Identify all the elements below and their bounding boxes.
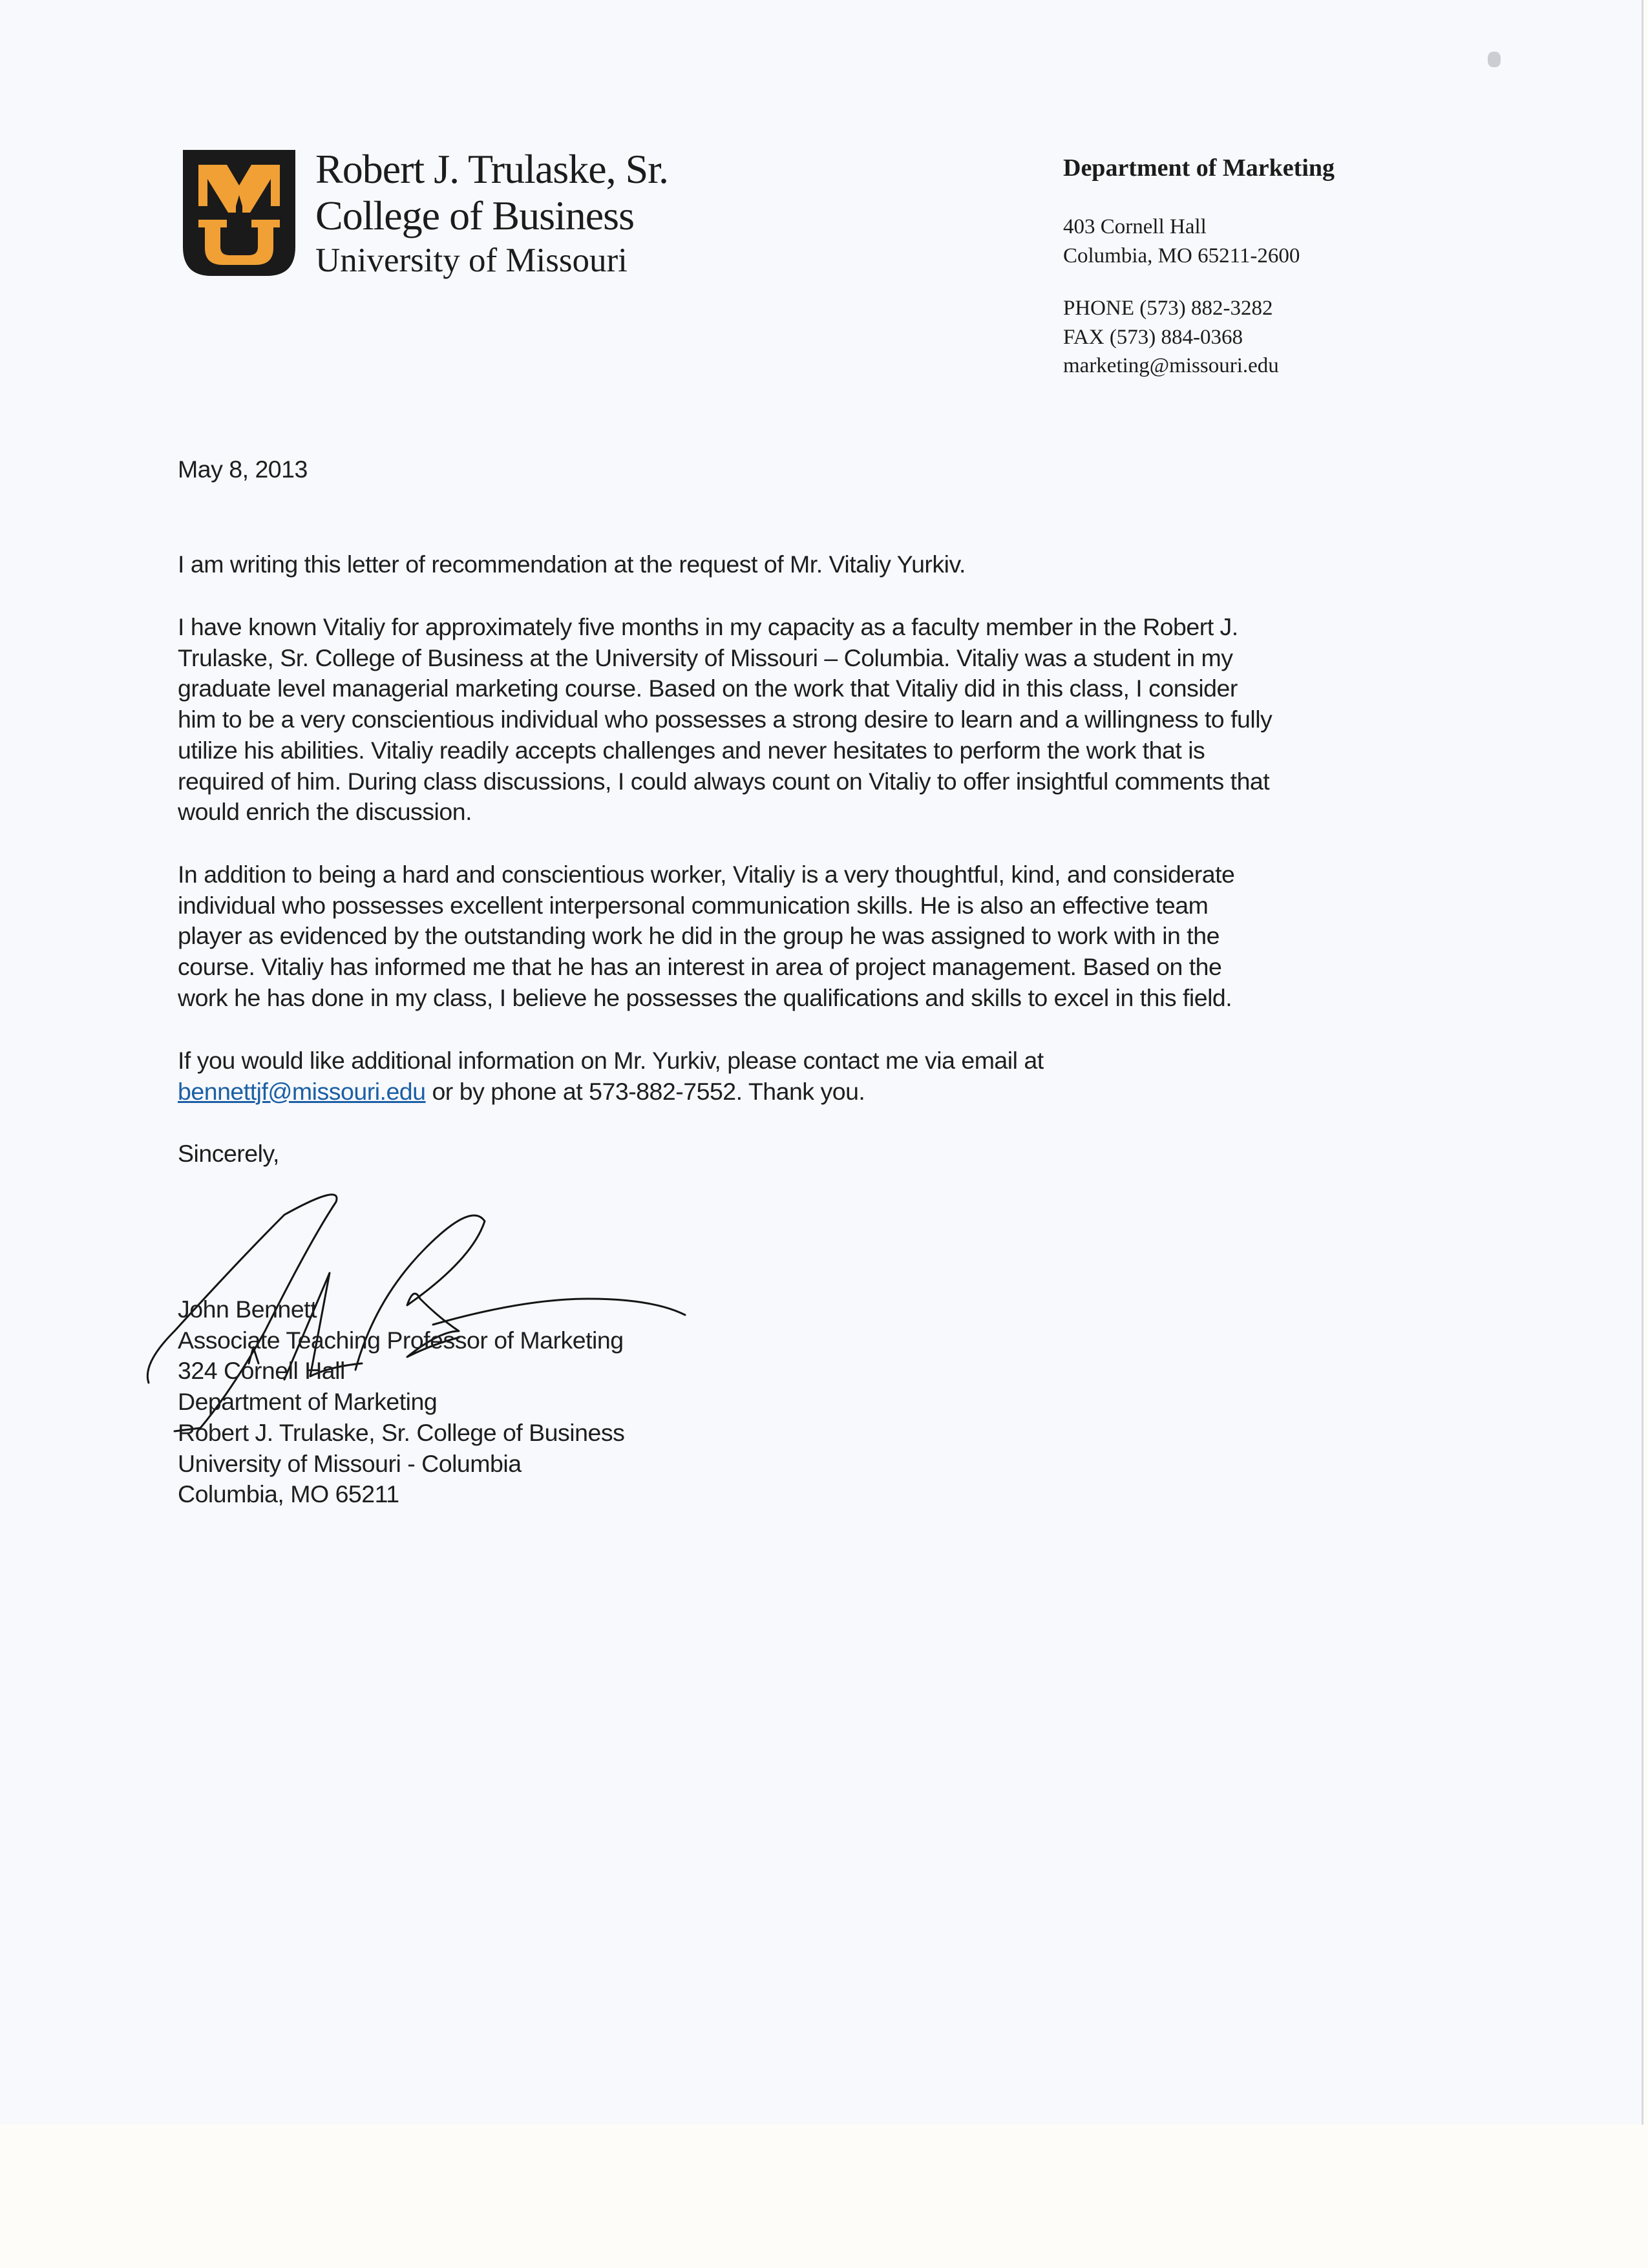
signer-university: University of Missouri - Columbia	[178, 1449, 522, 1477]
department-phone: PHONE (573) 882-3282	[1063, 297, 1273, 320]
department-address-line1: 403 Cornell Hall	[1063, 215, 1207, 238]
department-contact	[1063, 154, 1335, 381]
paragraph-line: course. Vitaliy has informed me that he has an interest in area of project management. Based on the	[178, 953, 1222, 981]
paragraph-3	[178, 859, 1234, 1014]
date-text: May 8, 2013	[178, 456, 308, 483]
paragraph-line: him to be a very conscientious individual who possesses a strong desire to learn and a willingness to fully	[178, 706, 1273, 733]
department-title: Department of Marketing	[1063, 154, 1335, 182]
mu-shield-logo-icon	[183, 150, 295, 276]
college-name	[315, 146, 668, 282]
paragraph-line: player as evidenced by the outstanding work he did in the group he was assigned to work with in the	[178, 922, 1220, 950]
paragraph-line: Trulaske, Sr. College of Business at the University of Missouri – Columbia. Vitaliy was a student in my	[178, 644, 1233, 671]
letter-opening	[178, 549, 966, 580]
signer-city: Columbia, MO 65211	[178, 1480, 399, 1508]
letter-date	[178, 454, 308, 485]
email-link[interactable]: bennettjf@missouri.edu	[178, 1077, 426, 1105]
signer-name: John Bennett	[178, 1296, 317, 1323]
signer-department: Department of Marketing	[178, 1388, 438, 1416]
department-email: marketing@missouri.edu	[1063, 354, 1279, 377]
department-address-line2: Columbia, MO 65211-2600	[1063, 244, 1300, 268]
closing	[178, 1139, 279, 1170]
college-name-line1: Robert J. Trulaske, Sr.	[315, 146, 668, 192]
opening-text: I am writing this letter of recommendation at the request of Mr. Vitaliy Yurkiv.	[178, 551, 966, 578]
paragraph-line: utilize his abilities. Vitaliy readily accepts challenges and never hesitates to perform the work that is	[178, 736, 1205, 764]
paragraph-line: graduate level managerial marketing course. Based on the work that Vitaliy did in this class, I consider	[178, 675, 1238, 702]
signer-college: Robert J. Trulaske, Sr. College of Business	[178, 1418, 625, 1446]
paragraph-line: In addition to being a hard and conscientious worker, Vitaliy is a very thoughtful, kind, and considerate	[178, 861, 1235, 888]
paragraph-line: would enrich the discussion.	[178, 798, 472, 826]
scan-smudge	[1488, 52, 1501, 67]
paragraph-line: work he has done in my class, I believe he possesses the qualifications and skills to excel in this field.	[178, 983, 1232, 1011]
department-fax: FAX (573) 884-0368	[1063, 325, 1243, 349]
contact-phone-text: or by phone at 573-882-7552. Thank you.	[425, 1077, 865, 1105]
paragraph-line: If you would like additional information on Mr. Yurkiv, please contact me via email at	[178, 1047, 1044, 1074]
signature-block	[178, 1294, 624, 1510]
paragraph-line: I have known Vitaliy for approximately five months in my capacity as a faculty member in the Robert J.	[178, 613, 1238, 640]
closing-text: Sincerely,	[178, 1140, 279, 1167]
signer-title: Associate Teaching Professor of Marketing	[178, 1326, 624, 1354]
paragraph-line: required of him. During class discussions, I could always count on Vitaliy to offer insightful comments that	[178, 767, 1270, 795]
paragraph-line: individual who possesses excellent interpersonal communication skills. He is also an effective team	[178, 891, 1209, 919]
paragraph-line	[178, 1076, 1044, 1108]
paragraph-4	[178, 1045, 1044, 1107]
university-name: University of Missouri	[315, 242, 628, 279]
paragraph-2	[178, 612, 1272, 828]
signer-office: 324 Cornell Hall	[178, 1357, 345, 1385]
college-name-line2: College of Business	[315, 193, 634, 238]
